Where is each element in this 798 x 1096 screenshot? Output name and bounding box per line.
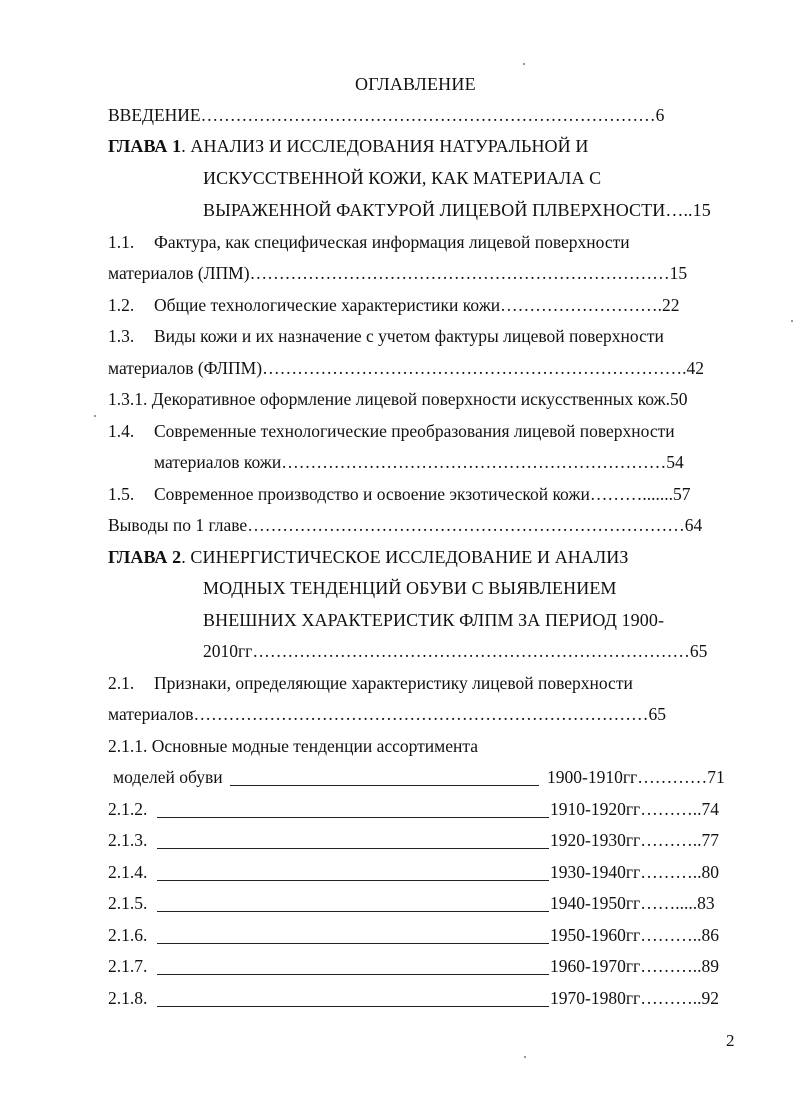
subsection-period-line [550,892,715,914]
subsection-page: 83 [697,893,715,913]
chapter2-title-1: . СИНЕРГИСТИЧЕСКОЕ ИССЛЕДОВАНИЕ И АНАЛИЗ [181,547,629,567]
section-1-2-number: 1.2. [108,295,135,315]
section-1-1-line1 [108,231,134,253]
section-1-4-line2 [154,451,684,473]
subsection-period: 1910-1920гг [550,799,641,819]
section-2-1-dots: …………………………………………………………………… [193,704,649,724]
section-1-5-number: 1.5. [108,484,135,504]
subsection-number: 2.1.8. [108,988,148,1008]
section-1-3-dots: ………………………………………………………………. [262,358,687,378]
intro-label: ВВЕДЕНИЕ [108,105,201,125]
conclusions-1-line [108,514,702,536]
section-1-3-1-title: Декоративное оформление лицевой поверхности искусственных кож. [151,389,670,409]
section-2-1-1-dots: ………… [637,767,708,787]
subsection-period-line [550,861,719,883]
section-1-3-title-2: материалов (ФЛПМ) [108,358,263,378]
chapter2-page: 65 [689,641,708,661]
section-2-1-line2 [108,703,666,725]
subsection-page: 74 [701,799,719,819]
chapter1-line3 [203,199,711,221]
chapter1-line2: ИСКУССТВЕННОЙ КОЖИ, КАК МАТЕРИАЛА С [203,168,602,188]
scan-speck [791,320,793,322]
section-2-1-1-line1 [108,735,478,757]
section-1-3-title: Виды кожи и их назначение с учетом фактуры лицевой поверхности [154,326,664,346]
subsection-period: 1960-1970гг [550,956,641,976]
section-1-1-title-2: материалов (ЛПМ) [108,263,250,283]
subsection-underline [157,1006,549,1007]
section-1-1-number: 1.1. [108,232,135,252]
section-1-3-number: 1.3. [108,326,135,346]
conclusions-1-page: 64 [684,515,703,535]
chapter2-label: ГЛАВА 2 [108,547,182,567]
chapter2-title-4: 2010гг [203,641,253,661]
section-1-5-page: 57 [672,484,691,504]
section-2-1-1-period: 1900-1910гг [547,767,638,787]
subsection-dots: ……….. [640,925,702,945]
subsection-page: 77 [701,830,719,850]
section-1-5-title: Современное производство и освоение экзотической кожи [154,484,590,504]
section-1-1-page: 15 [669,263,688,283]
subsection-underline [157,817,549,818]
scan-speck [94,415,96,417]
chapter2-dots: ………………………………………………………………… [252,641,690,661]
section-1-3-line2 [108,357,704,379]
section-1-3-1-line [108,388,687,410]
section-2-1-1-title: Основные модные тенденции ассортимента [151,736,478,756]
section-2-1-title: Признаки, определяющие характеристику лицевой поверхности [154,673,633,693]
chapter1-dots: ….. [665,200,693,220]
page-number: 2 [726,1031,735,1050]
scan-speck [524,1056,526,1058]
subsection-underline [157,974,549,975]
subsection-page: 89 [701,956,719,976]
section-1-4-page: 54 [666,452,684,472]
section-1-4-dots: ………………………………………………………… [281,452,667,472]
subsection-dots: ……….. [640,956,702,976]
subsection-underline [157,848,549,849]
section-2-1-1-number: 2.1.1. [108,736,148,756]
conclusions-1-dots: ………………………………………………………………… [247,515,685,535]
subsection-period-line [550,798,719,820]
conclusions-1-title: Выводы по 1 главе [108,515,248,535]
subsection-dots: ……….. [640,988,702,1008]
subsection-number: 2.1.2. [108,799,148,819]
section-1-4-title: Современные технологические преобразования лицевой поверхности [154,421,675,441]
section-2-1-page: 65 [648,704,666,724]
section-1-1-line2 [108,262,687,284]
subsection-period-line [550,829,719,851]
subsection-period: 1970-1980гг [550,988,641,1008]
subsection-number: 2.1.4. [108,862,148,882]
subsection-period: 1950-1960гг [550,925,641,945]
subsection-number: 2.1.5. [108,893,148,913]
section-1-3-page: 42 [686,358,704,378]
chapter1-line1 [108,135,588,157]
section-1-3-1-page: 50 [669,389,688,409]
subsection-period-line [550,955,719,977]
subsection-underline [157,911,549,912]
chapter2-line2: МОДНЫХ ТЕНДЕНЦИЙ ОБУВИ С ВЫЯВЛЕНИЕМ [203,578,617,598]
section-2-1-number: 2.1. [108,673,135,693]
subsection-underline [157,943,549,944]
chapter1-title-3: ВЫРАЖЕННОЙ ФАКТУРОЙ ЛИЦЕВОЙ ПЛВЕРХНОСТИ [203,200,666,220]
scan-speck [523,63,525,65]
chapter2-line4 [203,640,707,662]
section-2-1-1-page: 71 [707,767,725,787]
section-1-2-dots: ………………………. [500,295,663,315]
section-2-1-1-period-line [547,766,725,788]
section-1-5-line [154,483,690,505]
section-2-1-1-title-2: моделей обуви [113,767,223,787]
subsection-period: 1930-1940гг [550,862,641,882]
subsection-number: 2.1.7. [108,956,148,976]
subsection-underline [157,880,549,881]
section-1-2-line [154,294,680,316]
chapter1-label: ГЛАВА 1 [108,136,182,156]
subsection-page: 80 [701,862,719,882]
subsection-period: 1920-1930гг [550,830,641,850]
section-1-2-page: 22 [662,295,680,315]
section-1-2-title: Общие технологические характеристики кожи [154,295,501,315]
intro-page: 6 [655,105,665,125]
subsection-period-line [550,987,719,1009]
intro-dots: …………………………………………………………………… [200,105,656,125]
subsection-page: 86 [701,925,719,945]
section-1-4-title-2: материалов кожи [154,452,282,472]
section-1-1-title: Фактура, как специфическая информация лицевой поверхности [154,232,630,252]
chapter1-page: 15 [692,200,711,220]
section-1-1-dots: ……………………………………………………………… [249,263,670,283]
section-1-3-1-number: 1.3.1. [108,389,148,409]
chapter2-line3: ВНЕШНИХ ХАРАКТЕРИСТИК ФЛПМ ЗА ПЕРИОД 1900- [203,610,665,630]
subsection-number: 2.1.3. [108,830,148,850]
section-1-4-number: 1.4. [108,421,135,441]
subsection-period: 1940-1950гг [550,893,641,913]
chapter2-line1 [108,546,629,568]
chapter1-title-1: . АНАЛИЗ И ИССЛЕДОВАНИЯ НАТУРАЛЬНОЙ И [181,136,589,156]
toc-entry-intro [108,104,734,126]
subsection-period-line [550,924,719,946]
section-1-5-dots: ………....... [589,484,673,504]
subsection-dots: ……….. [640,830,702,850]
subsection-page: 92 [701,988,719,1008]
section-2-1-title-2: материалов [108,704,194,724]
subsection-dots: ……..... [640,893,698,913]
subsection-dots: ……….. [640,799,702,819]
subsection-dots: ……….. [640,862,702,882]
section-2-1-1-underline [230,785,539,786]
toc-title: ОГЛАВЛЕНИЕ [355,74,476,94]
subsection-number: 2.1.6. [108,925,148,945]
